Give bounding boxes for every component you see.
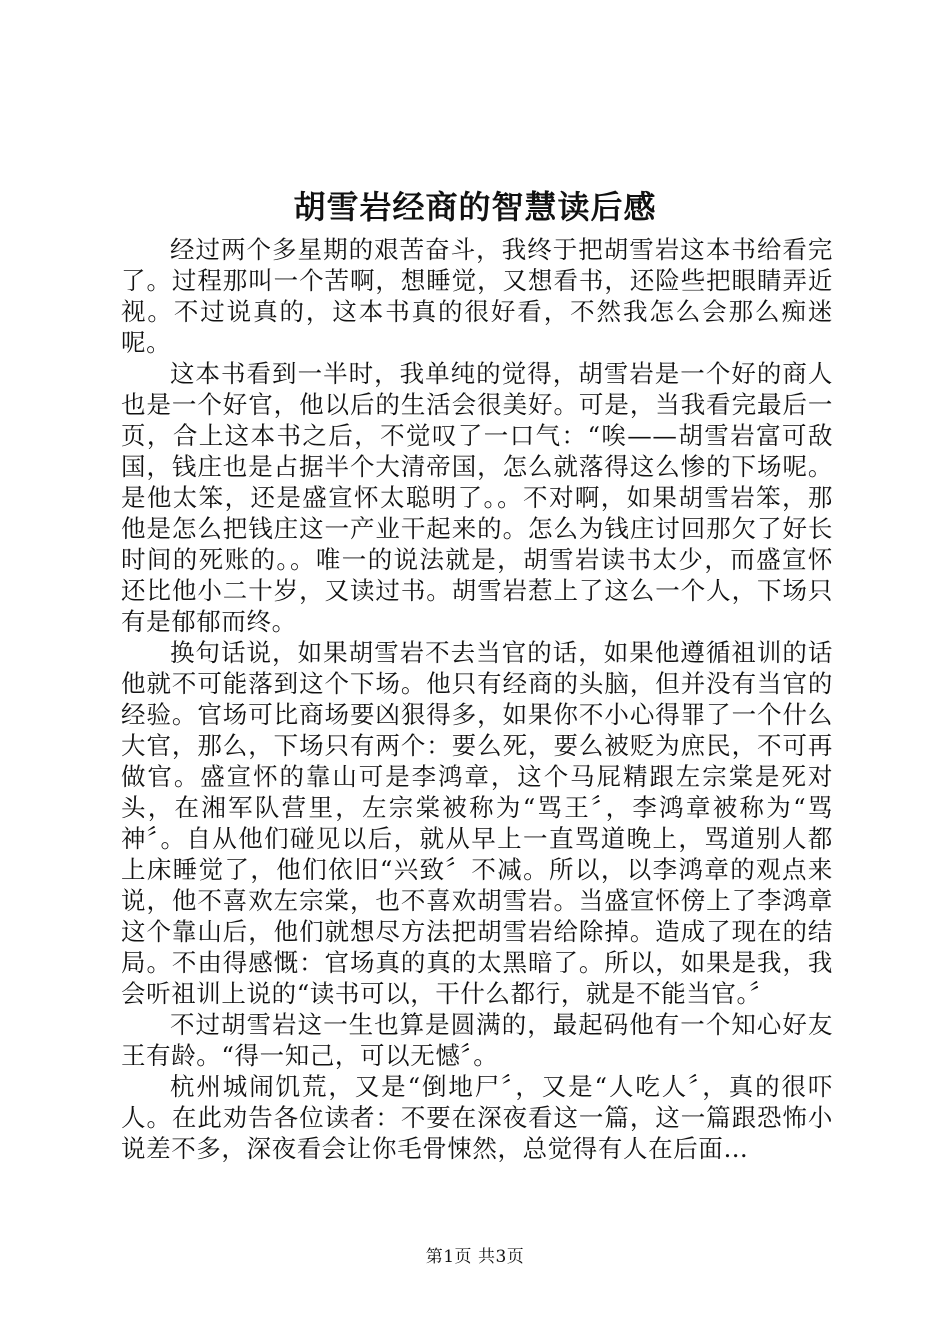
- paragraph-2: 这本书看到一半时，我单纯的觉得，胡雪岩是一个好的商人也是一个好官，他以后的生活会很美好。可是，当我看完最后一页，合上这本书之后，不觉叹了一口气：“唉——胡雪岩富可敌国，钱庄也是占据半个大清帝国，怎么就落得这么惨的下场呢。是他太笨，还是盛宣怀太聪明了。。不对啊，如果胡雪岩笨，那他是怎么把钱庄这一产业干起来的。怎么为钱庄讨回那欠了好长时间的死账的。。唯一的说法就是，胡雪岩读书太少，而盛宣怀还比他小二十岁，又读过书。胡雪岩惹上了这么一个人，下场只有是郁郁而终。: [121, 359, 833, 636]
- paragraph-3: 换句话说，如果胡雪岩不去当官的话，如果他遵循祖训的话他就不可能落到这个下场。他只有经商的头脑，但并没有当官的经验。官场可比商场要凶狠得多，如果你不小心得罪了一个什么大官，那么，下场只有两个：要么死，要么被贬为庶民，不可再做官。盛宣怀的靠山可是李鸿章，这个马屁精跟左宗棠是死对头，在湘军队营里，左宗棠被称为“骂王〞，李鸿章被称为“骂神〞。自从他们碰见以后，就从早上一直骂道晚上，骂道别人都上床睡觉了，他们依旧“兴致〞不减。所以，以李鸿章的观点来说，他不喜欢左宗棠，也不喜欢胡雪岩。当盛宣怀傍上了李鸿章这个靠山后，他们就想尽方法把胡雪岩给除掉。造成了现在的结局。不由得感慨：官场真的真的太黑暗了。所以，如果是我，我会听祖训上说的“读书可以，干什么都行，就是不能当官。〞: [121, 638, 833, 1008]
- paragraph-5: 杭州城闹饥荒，又是“倒地尸〞，又是“人吃人〞，真的很吓人。在此劝告各位读者：不要在深夜看这一篇，这一篇跟恐怖小说差不多，深夜看会让你毛骨悚然，总觉得有人在后面…: [121, 1072, 833, 1163]
- paragraph-4: 不过胡雪岩这一生也算是圆满的，最起码他有一个知心好友王有龄。“得一知己，可以无憾〞。: [121, 1010, 833, 1070]
- document-body: [121, 234, 833, 1164]
- page-number-footer: 第1页 共3页: [425, 1247, 525, 1267]
- paragraph-1: 经过两个多星期的艰苦奋斗，我终于把胡雪岩这本书给看完了。过程那叫一个苦啊，想睡觉，又想看书，还险些把眼睛弄近视。不过说真的，这本书真的很好看，不然我怎么会那么痴迷呢。: [121, 235, 833, 357]
- document-title: 胡雪岩经商的智慧读后感: [293, 188, 657, 226]
